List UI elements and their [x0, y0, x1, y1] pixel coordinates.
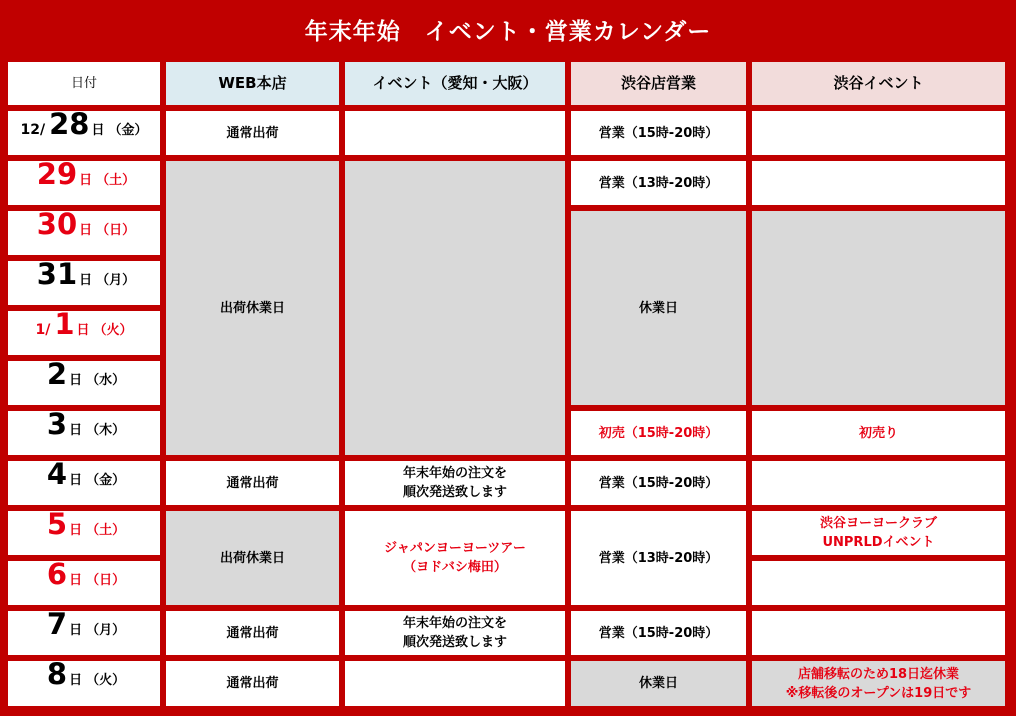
sevent-cell-8-line1: 店舗移転のため18日迄休業: [797, 666, 960, 682]
date-unit: 日: [76, 323, 90, 338]
date-unit: 日: [69, 673, 83, 688]
date-cell: [8, 311, 160, 355]
date-day: 31: [36, 261, 78, 291]
sevent-cell-6: [752, 561, 1005, 605]
event-cell-28: [345, 111, 565, 155]
date-day: 30: [36, 211, 78, 241]
date-weekday: （日）: [86, 573, 126, 588]
event-cell-7-line1: 年末年始の注文を: [402, 616, 507, 631]
date-unit: 日: [69, 423, 83, 438]
shop-cell-4: 営業（15時-20時）: [571, 461, 746, 505]
date-day: 29: [36, 161, 78, 191]
event-cell-8: [345, 661, 565, 706]
date-weekday: （月）: [86, 623, 126, 638]
date-month: 12/: [20, 122, 46, 138]
date-cell: [8, 161, 160, 205]
date-cell: [8, 561, 160, 605]
date-day: 3: [46, 411, 68, 441]
date-day: 28: [49, 111, 90, 141]
date-day: 6: [46, 561, 68, 591]
date-weekday: （火）: [86, 673, 126, 688]
event-cell-4: [345, 461, 565, 505]
date-day: 4: [46, 461, 68, 491]
web-cell-7: 通常出荷: [166, 611, 339, 655]
date-unit: 日: [69, 573, 83, 588]
web-cell-5-6: 出荷休業日: [166, 511, 339, 605]
header-event-aichi-osaka: イベント（愛知・大阪）: [345, 62, 565, 105]
event-cell-29-3: [345, 161, 565, 455]
page-title: 年末年始 イベント・営業カレンダー: [304, 18, 712, 45]
shop-cell-5-6: 営業（13時-20時）: [571, 511, 746, 605]
date-weekday: （火）: [93, 323, 133, 338]
shop-cell-7: 営業（15時-20時）: [571, 611, 746, 655]
date-cell: [8, 111, 160, 155]
event-cell-5-6-line1: ジャパンヨーヨーツアー: [384, 541, 526, 556]
event-cell-4-line2: 順次発送致します: [402, 485, 507, 500]
date-unit: 日: [79, 273, 93, 288]
date-unit: 日: [69, 373, 83, 388]
web-cell-8: 通常出荷: [166, 661, 339, 706]
date-cell: [8, 511, 160, 555]
date-weekday: （金）: [108, 123, 148, 138]
sevent-cell-4: [752, 461, 1005, 505]
date-day: 7: [46, 611, 68, 641]
sevent-cell-5-line2: UNPRLDイベント: [822, 535, 935, 550]
date-cell: [8, 411, 160, 455]
sevent-cell-5-line1: 渋谷ヨーヨークラブ: [819, 516, 937, 531]
date-weekday: （日）: [96, 223, 136, 238]
date-cell: [8, 261, 160, 305]
date-month: 1/: [35, 322, 51, 338]
sevent-cell-8: [752, 661, 1005, 706]
date-weekday: （金）: [86, 473, 126, 488]
sevent-cell-8-line2: ※移転後のオープンは19日です: [785, 685, 972, 701]
event-cell-5-6-line2: （ヨドバシ梅田）: [403, 560, 507, 575]
sevent-cell-29: [752, 161, 1005, 205]
date-unit: 日: [69, 473, 83, 488]
event-cell-7-line2: 順次発送致します: [402, 635, 507, 650]
sevent-cell-5: [752, 511, 1005, 555]
header-shibuya-event: 渋谷イベント: [752, 62, 1005, 105]
web-cell-28: 通常出荷: [166, 111, 339, 155]
date-unit: 日: [69, 623, 83, 638]
date-cell: [8, 611, 160, 655]
date-cell: [8, 661, 160, 706]
date-cell: [8, 211, 160, 255]
date-unit: 日: [69, 523, 83, 538]
date-day: 1: [54, 311, 75, 341]
date-day: 8: [46, 661, 68, 691]
web-cell-4: 通常出荷: [166, 461, 339, 505]
shop-cell-30-2: 休業日: [571, 211, 746, 405]
date-weekday: （土）: [96, 173, 136, 188]
date-weekday: （水）: [86, 373, 126, 388]
date-weekday: （月）: [96, 273, 136, 288]
event-cell-7: [345, 611, 565, 655]
date-weekday: （土）: [86, 523, 126, 538]
date-unit: 日: [79, 223, 93, 238]
sevent-cell-7: [752, 611, 1005, 655]
shop-cell-3: 初売（15時-20時）: [571, 411, 746, 455]
sevent-cell-28: [752, 111, 1005, 155]
header-date: 日付: [8, 62, 160, 105]
date-unit: 日: [91, 123, 105, 138]
event-cell-4-line1: 年末年始の注文を: [402, 466, 507, 481]
shop-cell-28: 営業（15時-20時）: [571, 111, 746, 155]
sevent-cell-3: 初売り: [752, 411, 1005, 455]
date-day: 5: [46, 511, 68, 541]
date-cell: [8, 361, 160, 405]
sevent-cell-30-2: [752, 211, 1005, 405]
event-cell-5-6: [345, 511, 565, 605]
date-day: 2: [46, 361, 68, 391]
header-shibuya-shop: 渋谷店営業: [571, 62, 746, 105]
shop-cell-8: 休業日: [571, 661, 746, 706]
web-cell-29-3: 出荷休業日: [166, 161, 339, 455]
date-cell: [8, 461, 160, 505]
date-weekday: （木）: [86, 423, 126, 438]
date-unit: 日: [79, 173, 93, 188]
shop-cell-29: 営業（13時-20時）: [571, 161, 746, 205]
header-web-store: WEB本店: [166, 62, 339, 105]
